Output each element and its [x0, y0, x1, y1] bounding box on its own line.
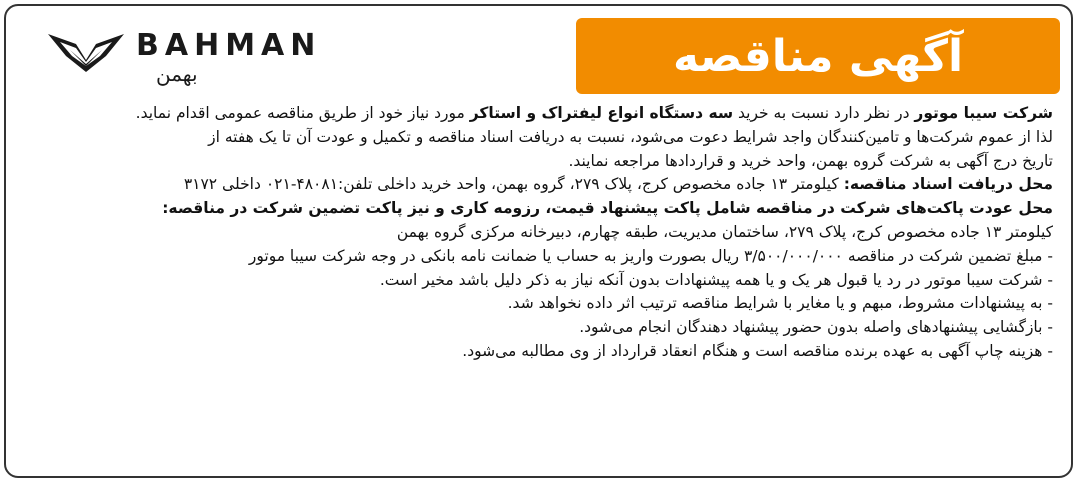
receive-documents-line — [24, 173, 1053, 197]
bahman-wings-icon — [46, 30, 126, 74]
list-item: - به پیشنهادات مشروط، مبهم و یا مغایر با شرایط مناقصه ترتیب اثر داده نخواهد شد. — [507, 294, 1053, 313]
notice-body — [24, 102, 1053, 364]
receive-label: محل دریافت اسناد مناقصه: — [843, 175, 1053, 194]
tender-item: سه دستگاه انواع لیفتراک و استاکر — [469, 104, 734, 122]
intro-line — [24, 102, 1053, 126]
list-item: - مبلغ تضمین شرکت در مناقصه ۳/۵۰۰/۰۰۰/۰۰۰ ریال بصورت واریز به حساب یا ضمانت نامه بانکی در وجه شرکت سیبا موتور — [248, 246, 1053, 265]
return-address: کیلومتر ۱۳ جاده مخصوص کرج، پلاک ۲۷۹، ساختمان مدیریت، طبقه چهارم، دبیرخانه مرکزی گروه بهمن — [396, 222, 1053, 241]
notice-frame — [4, 4, 1073, 478]
intro-end: مورد نیاز خود از طریق مناقصه عمومی اقدام نماید. — [135, 104, 470, 122]
deadline-line: تاریخ درج آگهی به شرکت گروه بهمن، واحد خرید و قراردادها مراجعه نمایند. — [568, 151, 1053, 170]
brand-name-latin: BAHMAN — [136, 28, 322, 63]
list-item: - بازگشایی پیشنهادهای واصله بدون حضور پیشنهاد دهندگان انجام می‌شود. — [579, 318, 1053, 337]
intro-mid: در نظر دارد نسبت به خرید — [733, 104, 915, 122]
company-name: شرکت سیبا موتور — [914, 104, 1053, 122]
list-item: - هزینه چاپ آگهی به عهده برنده مناقصه است و هنگام انعقاد قرارداد از وی مطالبه می‌شود. — [462, 341, 1053, 360]
return-heading: محل عودت پاکت‌های شرکت در مناقصه شامل پاکت پیشنهاد قیمت، رزومه کاری و نیز پاکت تضمین شرکت در مناقصه: — [162, 199, 1053, 218]
brand-name-persian: بهمن — [156, 62, 198, 86]
receive-value: کیلومتر ۱۳ جاده مخصوص کرج، پلاک ۲۷۹، گروه بهمن، واحد خرید داخلی تلفن:۴۸۰۸۱-۰۲۱ داخلی ۳۱۷۲ — [183, 175, 844, 194]
bahman-logo — [46, 24, 346, 86]
invitation-line: لذا از عموم شرکت‌ها و تامین‌کنندگان واجد شرایط دعوت می‌شود، نسبت به دریافت اسناد مناقصه و تکمیل و عودت آن تا یک هفته از — [208, 127, 1053, 146]
title-banner — [576, 18, 1060, 94]
list-item: - شرکت سیبا موتور در رد یا قبول هر یک و یا همه پیشنهادات بدون آنکه نیاز به ذکر دلیل باشد مخیر است. — [379, 270, 1053, 289]
page-title: آگهی مناقصه — [672, 30, 964, 82]
